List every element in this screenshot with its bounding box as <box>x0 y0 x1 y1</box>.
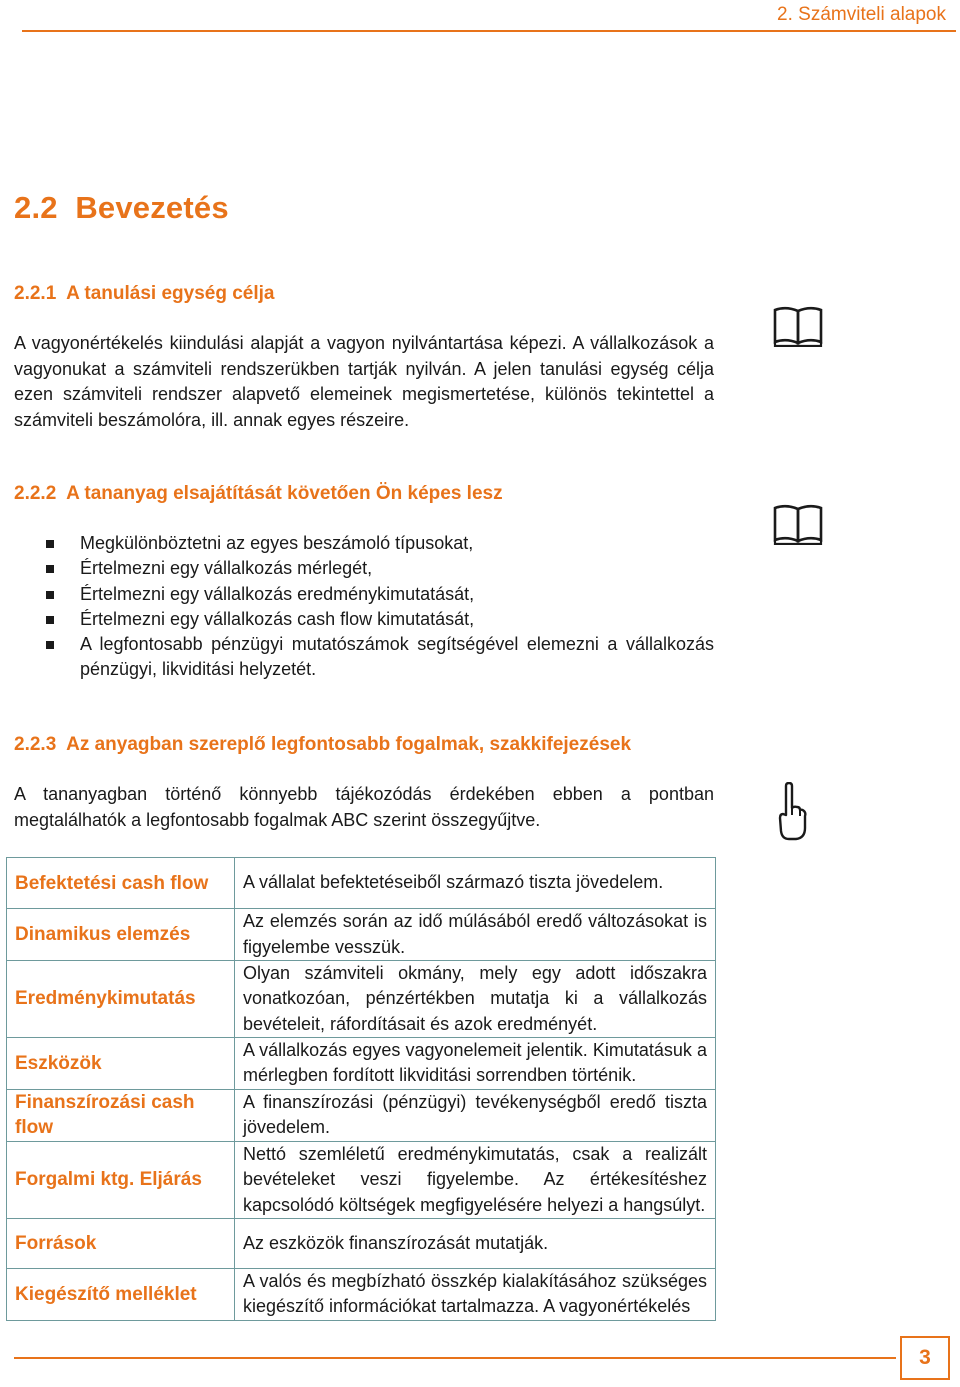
book-icon <box>772 305 824 352</box>
list-item-text: Megkülönböztetni az egyes beszámoló típusokat, <box>80 533 474 553</box>
bullet-square-icon <box>46 641 54 649</box>
pointing-hand-icon <box>778 782 808 847</box>
bullet-square-icon <box>46 565 54 573</box>
paragraph-glossary-intro: A tananyagban történő könnyebb tájékozódás érdekében ebben a pontban megtalálhatók a legfontosabb fogalmak ABC szerint összegyűjtve. <box>14 784 714 830</box>
glossary-definition: Olyan számviteli okmány, mely egy adott időszakra vonatkozóan, pénzértékben mutatja ki a vállalkozás bevételeit, ráfordításait és azok eredményét. <box>235 961 716 1038</box>
list-item-text: Értelmezni egy vállalkozás mérlegét, <box>80 558 373 579</box>
glossary-term: Eredménykimutatás <box>7 961 235 1038</box>
table-row <box>7 961 716 1038</box>
list-item <box>46 582 714 607</box>
subsection-heading-1: 2.2.1 A tanulási egység célja <box>14 283 275 304</box>
glossary-term: Dinamikus elemzés <box>7 909 235 961</box>
table-row <box>7 1268 716 1320</box>
list-item <box>46 607 714 632</box>
list-item <box>46 531 714 556</box>
bullet-square-icon <box>46 616 54 624</box>
glossary-definition: Az eszközök finanszírozását mutatják. <box>235 1218 716 1268</box>
glossary-term: Kiegészítő melléklet <box>7 1268 235 1320</box>
list-item <box>46 632 714 683</box>
paragraph-goal: A vagyonértékelés kiindulási alapját a vagyon nyilvántartása képezi. A vállalkozások a vagyonukat a számviteli rendszerükben tartják nyilván. A jelen tanulási egység célja ezen számviteli rendszer alapvető elemeinek megismertetése, különös tekintettel a számviteli beszámolóra, ill. annak egyes részeire. <box>14 333 714 430</box>
table-row <box>7 1141 716 1218</box>
list-item-text: Értelmezni egy vállalkozás cash flow kimutatását, <box>80 608 475 629</box>
book-icon <box>772 503 824 550</box>
learning-outcomes-list <box>46 531 714 683</box>
subsection-heading-3: 2.2.3 Az anyagban szereplő legfontosabb fogalmak, szakkifejezések <box>14 734 632 755</box>
list-item-text: A legfontosabb pénzügyi mutatószámok segítségével elemezni a vállalkozás pénzügyi, likviditási helyzetét. <box>80 634 714 680</box>
glossary-definition: A finanszírozási (pénzügyi) tevékenységből eredő tiszta jövedelem. <box>235 1089 716 1141</box>
table-row <box>7 1089 716 1141</box>
list-item <box>46 556 714 581</box>
subsection-heading-2: 2.2.2 A tananyag elsajátítását követően Ön képes lesz <box>14 483 503 504</box>
glossary-term: Finanszírozási cash flow <box>7 1089 235 1141</box>
glossary-definition: Nettó szemléletű eredménykimutatás, csak a realizált bevételeket veszi figyelembe. Az értékesítéshez kapcsolódó költségek megfigyelésére helyezi a hangsúlyt. <box>235 1141 716 1218</box>
glossary-term: Forgalmi ktg. Eljárás <box>7 1141 235 1218</box>
table-row <box>7 1037 716 1089</box>
table-row <box>7 909 716 961</box>
header-rule <box>22 30 956 32</box>
glossary-definition: A vállalat befektetéseiből származó tiszta jövedelem. <box>235 858 716 909</box>
table-row <box>7 858 716 909</box>
table-row <box>7 1218 716 1268</box>
glossary-definition: A valós és megbízható összkép kialakításához szükséges kiegészítő információkat tartalmazza. A vagyonértékelés <box>235 1268 716 1320</box>
list-item-text: Értelmezni egy vállalkozás eredménykimutatását, <box>80 583 475 604</box>
glossary-term: Eszközök <box>7 1037 235 1089</box>
running-header: 2. Számviteli alapok <box>777 4 946 25</box>
glossary-term: Befektetési cash flow <box>7 858 235 909</box>
bullet-square-icon <box>46 540 54 548</box>
glossary-table <box>6 857 716 1321</box>
footer-rule <box>14 1357 896 1359</box>
section-title: 2.2 Bevezetés <box>14 190 229 225</box>
bullet-square-icon <box>46 591 54 599</box>
glossary-definition: A vállalkozás egyes vagyonelemeit jelentik. Kimutatásuk a mérlegben fordított likviditási sorrendben történik. <box>235 1037 716 1089</box>
page-number: 3 <box>900 1336 950 1380</box>
glossary-definition: Az elemzés során az idő múlásából eredő változásokat is figyelembe vesszük. <box>235 909 716 961</box>
glossary-term: Források <box>7 1218 235 1268</box>
